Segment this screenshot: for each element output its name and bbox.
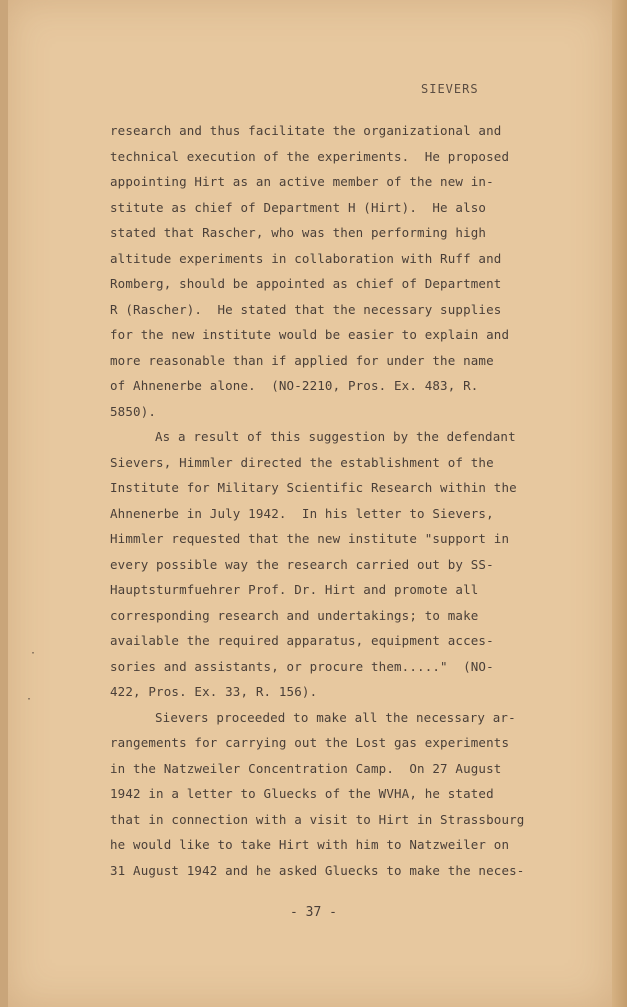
page-number: - 37 - (290, 905, 337, 920)
text-line: 5850). (110, 403, 157, 419)
text-line: every possible way the research carried out by SS- (110, 556, 494, 572)
page-edge (612, 0, 627, 1007)
text-line: Romberg, should be appointed as chief of Department (110, 276, 502, 291)
text-line: R (Rascher). He stated that the necessary supplies (110, 301, 502, 317)
body-text (110, 118, 525, 883)
text-line: Himmler requested that the new institute "support in (110, 531, 510, 546)
text-line: he would like to take Hirt with him to Natzweiler on (110, 837, 510, 852)
stray-mark: · (26, 694, 33, 705)
text-line: 422, Pros. Ex. 33, R. 156). (110, 684, 318, 699)
stray-mark: · (30, 648, 37, 659)
text-line: Institute for Military Scientific Research within the (110, 480, 517, 495)
running-header: SIEVERS (421, 82, 479, 96)
text-line: As a result of this suggestion by the defendant (155, 429, 516, 444)
text-line: technical execution of the experiments. He proposed (110, 148, 510, 164)
text-line: Sievers, Himmler directed the establishment of the (110, 454, 494, 470)
text-line: sories and assistants, or procure them....." (NO- (110, 658, 494, 674)
text-line: Hauptsturmfuehrer Prof. Dr. Hirt and promote all (110, 582, 479, 597)
text-line: available the required apparatus, equipment acces- (110, 633, 494, 648)
text-line: 31 August 1942 and he asked Gluecks to make the neces- (110, 862, 525, 878)
text-line: for the new institute would be easier to explain and (110, 327, 510, 342)
text-line: rangements for carrying out the Lost gas experiments (110, 735, 510, 750)
text-line: Sievers proceeded to make all the necessary ar- (155, 709, 516, 725)
text-line: that in connection with a visit to Hirt in Strassbourg (110, 811, 525, 827)
text-line: appointing Hirt as an active member of the new in- (110, 174, 494, 189)
text-line: more reasonable than if applied for under the name (110, 352, 494, 368)
text-line: Ahnenerbe in July 1942. In his letter to Sievers, (110, 505, 494, 521)
text-line: in the Natzweiler Concentration Camp. On 27 August (110, 760, 502, 776)
text-line: altitude experiments in collaboration with Ruff and (110, 250, 502, 266)
text-line: of Ahnenerbe alone. (NO-2210, Pros. Ex. 483, R. (110, 378, 479, 393)
text-line: corresponding research and undertakings; to make (110, 607, 479, 623)
text-line: 1942 in a letter to Gluecks of the WVHA, he stated (110, 786, 494, 801)
text-line: research and thus facilitate the organizational and (110, 123, 502, 138)
text-line: stated that Rascher, who was then performing high (110, 225, 487, 240)
text-line: stitute as chief of Department H (Hirt). He also (110, 199, 487, 215)
